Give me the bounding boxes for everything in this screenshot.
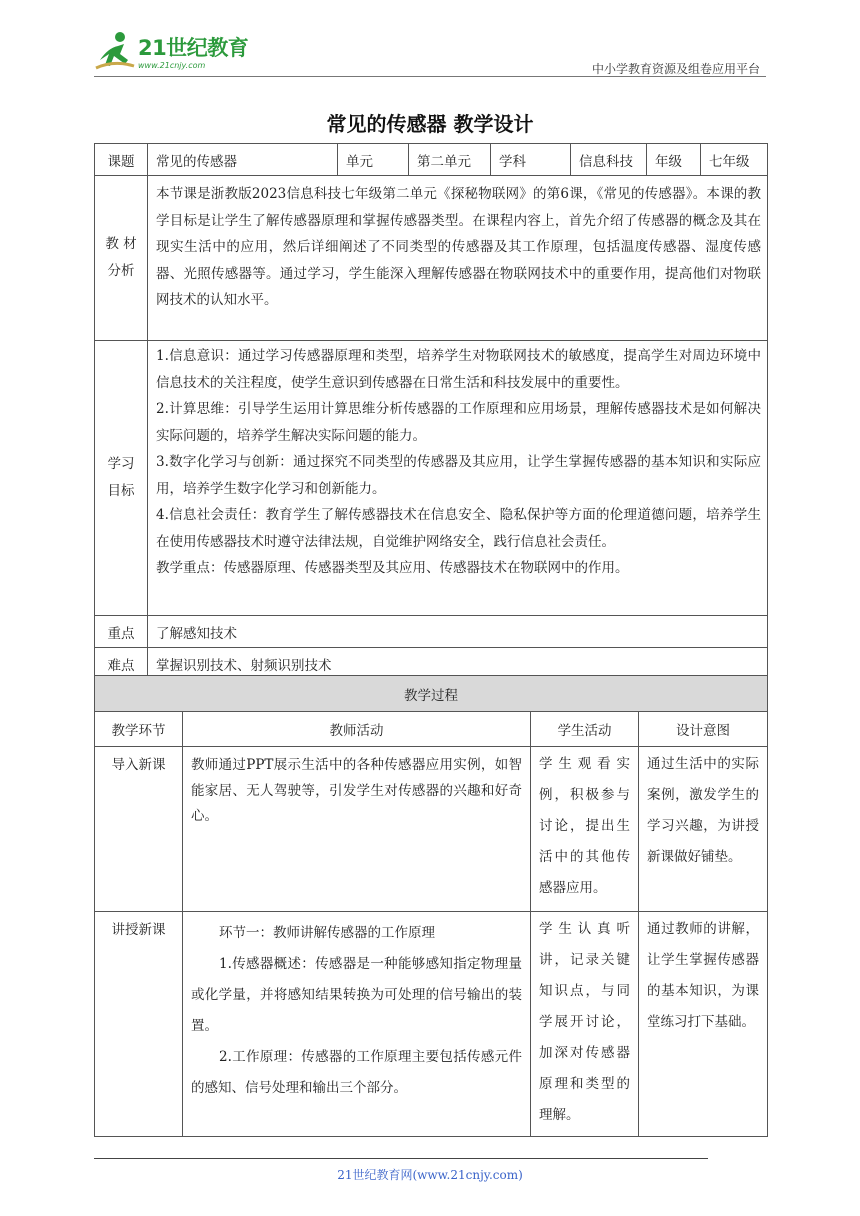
design-intent-cell: 通过教师的讲解，让学生掌握传感器的基本知识，为课堂练习打下基础。 xyxy=(639,912,768,1137)
subject-value: 信息科技 xyxy=(571,144,647,176)
course-value: 常见的传感器 xyxy=(148,144,338,176)
design-intent-cell: 通过生活中的实际案例，激发学生的学习兴趣，为讲授新课做好铺垫。 xyxy=(639,747,768,912)
teaching-process-table xyxy=(94,675,768,1137)
footer-link[interactable]: 21世纪教育网(www.21cnjy.com) xyxy=(337,1168,523,1182)
stage-cell: 讲授新课 xyxy=(95,912,183,1137)
logo-url: www.21cnjy.com xyxy=(138,61,206,70)
goals-row xyxy=(95,341,768,616)
goal-item: 教学重点：传感器原理、传感器类型及其应用、传感器技术在物联网中的作用。 xyxy=(156,560,629,576)
key-point-row xyxy=(95,616,768,648)
info-row xyxy=(95,144,768,176)
goal-item: 4.信息社会责任：教育学生了解传感器技术在信息安全、隐私保护等方面的伦理道德问题，培养学生在使用传感器技术时遵守法律法规，自觉维护网络安全，践行信息社会责任。 xyxy=(156,507,761,550)
document-title: 常见的传感器 教学设计 xyxy=(326,112,534,136)
page-header xyxy=(94,30,766,78)
unit-label: 单元 xyxy=(338,144,409,176)
column-header: 学生活动 xyxy=(531,712,639,747)
teacher-activity-text: 2.工作原理：传感器的工作原理主要包括传感元件的感知、信号处理和输出三个部分。 xyxy=(191,1049,522,1096)
analysis-row xyxy=(95,176,768,341)
platform-name: 中小学教育资源及组卷应用平台 xyxy=(591,62,760,76)
analysis-text xyxy=(148,176,768,341)
goals-label: 学习 目标 xyxy=(95,341,148,616)
teacher-activity-text: 1.传感器概述：传感器是一种能够感知指定物理量或化学量，并将感知结果转换为可处理的信号输出的装置。 xyxy=(191,956,522,1034)
runner-logo-icon xyxy=(94,30,138,74)
unit-value: 第二单元 xyxy=(409,144,491,176)
goal-item: 1.信息意识：通过学习传感器原理和类型，培养学生对物联网技术的敏感度，提高学生对周边环境中信息技术的关注程度，使学生意识到传感器在日常生活和科技发展中的重要性。 xyxy=(156,348,761,391)
process-header-row xyxy=(95,712,768,747)
stage-cell: 导入新课 xyxy=(95,747,183,912)
difficulty-value: 掌握识别技术、射频识别技术 xyxy=(148,648,768,680)
process-row xyxy=(95,912,768,1137)
brand-logo[interactable] xyxy=(94,30,264,76)
grade-label: 年级 xyxy=(647,144,701,176)
teacher-activity-text: 教师通过PPT展示生活中的各种传感器应用实例，如智能家居、无人驾驶等，引发学生对传感器的兴趣和好奇心。 xyxy=(191,757,522,824)
key-point-value: 了解感知技术 xyxy=(148,616,768,648)
goals-text xyxy=(148,341,768,616)
lesson-info-table xyxy=(94,143,768,680)
header-divider xyxy=(94,76,766,77)
student-activity-cell: 学生认真听讲，记录关键知识点，与同学展开讨论，加深对传感器原理和类型的理解。 xyxy=(531,912,639,1137)
subject-label: 学科 xyxy=(491,144,571,176)
key-point-label: 重点 xyxy=(95,616,148,648)
column-header: 教师活动 xyxy=(183,712,531,747)
goal-item: 3.数字化学习与创新：通过探究不同类型的传感器及其应用，让学生掌握传感器的基本知识和实际应用，培养学生数字化学习和创新能力。 xyxy=(156,454,761,497)
teacher-activity-cell xyxy=(183,747,531,912)
process-row xyxy=(95,747,768,912)
difficulty-label: 难点 xyxy=(95,648,148,680)
grade-value: 七年级 xyxy=(701,144,768,176)
analysis-paragraph: 本节课是浙教版2023信息科技七年级第二单元《探秘物联网》的第6课，《常见的传感器》。本课的教学目标是让学生了解传感器原理和掌握传感器类型。在课程内容上，首先介绍了传感器的概念及其在现实生活中的应用，然后详细阐述了不同类型的传感器及其工作原理，包括温度传感器、湿度传感器、光照传感器等。通过学习，学生能深入理解传感器在物联网技术中的重要作用，提高他们对物联网技术的认知水平。 xyxy=(156,186,761,308)
column-header: 教学环节 xyxy=(95,712,183,747)
process-title-row xyxy=(95,676,768,712)
teacher-activity-text: 环节一：教师讲解传感器的工作原理 xyxy=(219,925,435,941)
teacher-activity-cell xyxy=(183,912,531,1137)
process-title: 教学过程 xyxy=(95,676,768,712)
course-label: 课题 xyxy=(95,144,148,176)
analysis-label: 教 材 分析 xyxy=(95,176,148,341)
logo-wordmark: 21世纪教育 xyxy=(138,36,249,60)
student-activity-cell: 学生观看实例，积极参与讨论，提出生活中的其他传感器应用。 xyxy=(531,747,639,912)
column-header: 设计意图 xyxy=(639,712,768,747)
goal-item: 2.计算思维：引导学生运用计算思维分析传感器的工作原理和应用场景，理解传感器技术是如何解决实际问题的，培养学生解决实际问题的能力。 xyxy=(156,401,761,444)
footer-divider xyxy=(94,1158,708,1159)
